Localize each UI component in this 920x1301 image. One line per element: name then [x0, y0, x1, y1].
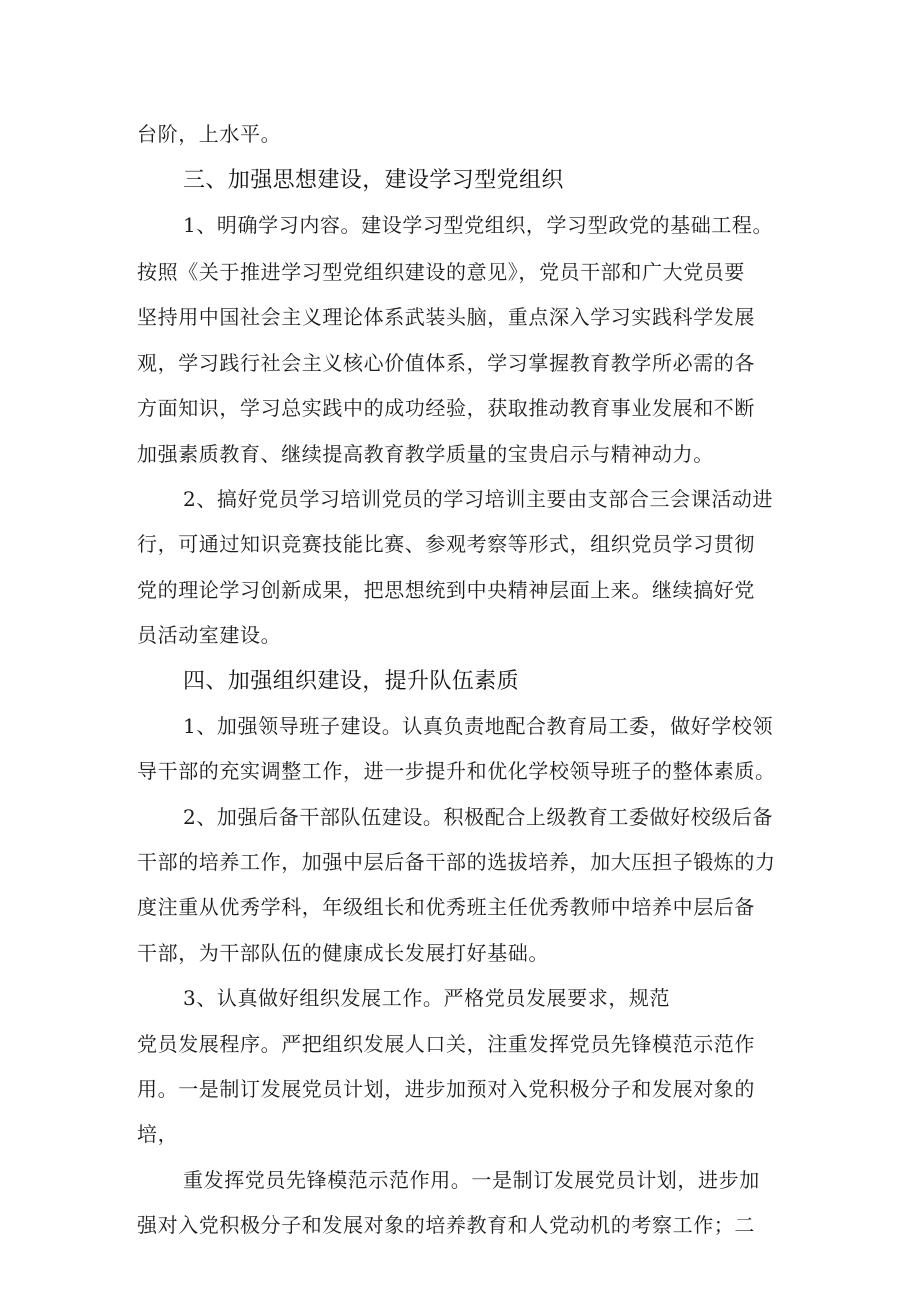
text-line: 方面知识，学习总实践中的成功经验，获取推动教育事业发展和不断	[137, 396, 755, 420]
text-line: 用。一是制订发展党员计划，进步加预对入党积极分子和发展对象的	[137, 1077, 755, 1101]
text-line: 2、加强后备干部队伍建设。积极配合上级教育工委做好校级后备	[183, 805, 774, 829]
text-line: 培，	[137, 1122, 179, 1146]
text-line: 度注重从优秀学科，年级组长和优秀班主任优秀教师中培养中层后备	[137, 895, 755, 919]
text-line: 坚持用中国社会主义理论体系武装头脑，重点深入学习实践科学发展	[137, 305, 755, 329]
text-line: 1、明确学习内容。建设学习型党组织，学习型政党的基础工程。	[183, 213, 774, 237]
text-line: 2、搞好党员学习培训党员的学习培训主要由支部合三会课活动进	[183, 487, 774, 511]
text-line: 台阶，上水平。	[137, 122, 282, 146]
text-line: 加强素质教育、继续提高教育教学质量的宝贵启示与精神动力。	[137, 442, 714, 466]
section-heading-3: 三、加强思想建设，建设学习型党组织	[183, 168, 564, 193]
text-line: 观，学习践行社会主义核心价值体系，学习掌握教育教学所必需的各	[137, 351, 755, 375]
text-line: 强对入党积极分子和发展对象的培养教育和人党动机的考察工作；二	[137, 1213, 755, 1237]
text-line: 党的理论学习创新成果，把思想统到中央精神层面上来。继续搞好党	[137, 578, 755, 602]
text-line: 干部的培养工作，加强中层后备干部的选拔培养，加大压担子锻炼的力	[137, 850, 776, 874]
text-line: 干部，为干部队伍的健康成长发展打好基础。	[137, 941, 549, 965]
text-line: 按照《关于推进学习型党组织建设的意见》，党员干部和广大党员要	[137, 260, 745, 284]
section-heading-4: 四、加强组织建设，提升队伍素质	[183, 669, 520, 694]
text-line: 重发挥党员先锋模范示范作用。一是制订发展党员计划，进步加	[183, 1168, 760, 1192]
text-line: 党员发展程序。严把组织发展人口关，注重发挥党员先锋模范示范作	[137, 1032, 755, 1056]
text-line: 1、加强领导班子建设。认真负责地配合教育局工委，做好学校领	[183, 714, 774, 738]
text-line: 行，可通过知识竞赛技能比赛、参观考察等形式，组织党员学习贯彻	[137, 532, 755, 556]
text-line: 员活动室建设。	[137, 623, 282, 647]
text-line: 导干部的充实调整工作，进一步提升和优化学校领导班子的整体素质。	[137, 759, 776, 783]
text-line: 3、认真做好组织发展工作。严格党员发展要求，规范	[183, 986, 671, 1010]
